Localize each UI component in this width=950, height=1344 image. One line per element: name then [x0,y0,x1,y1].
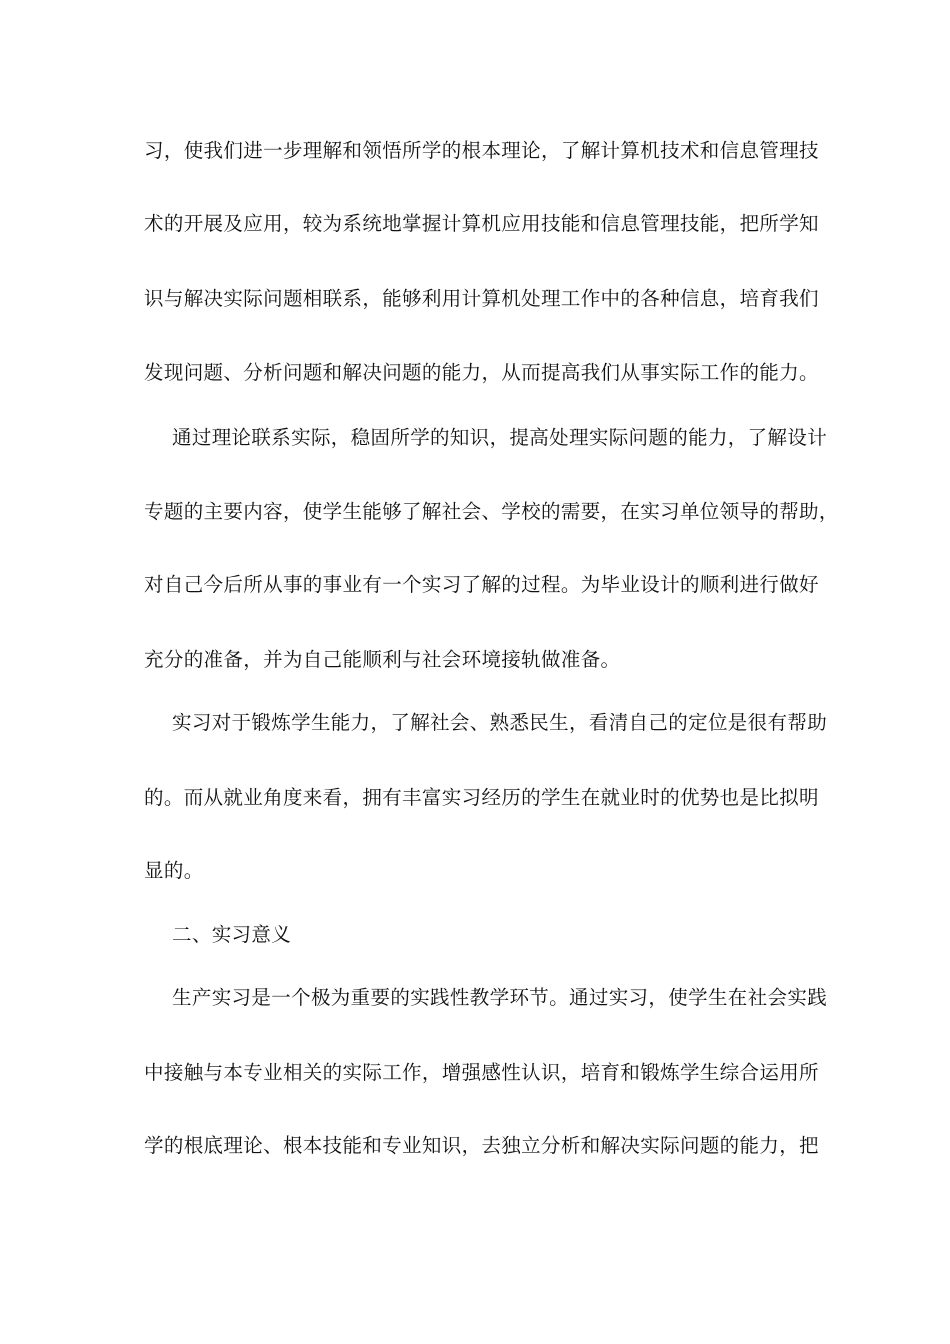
paragraph-line: 学的根底理论、根本技能和专业知识，去独立分析和解决实际问题的能力，把 [144,1134,819,1157]
paragraph-line: 通过理论联系实际，稳固所学的知识，提高处理实际问题的能力，了解设计 [172,426,828,449]
paragraph-line: 专题的主要内容，使学生能够了解社会、学校的需要，在实习单位领导的帮助， [144,500,839,523]
paragraph-line: 显的。 [144,859,204,882]
paragraph-line: 发现问题、分析问题和解决问题的能力，从而提高我们从事实际工作的能力。 [144,361,819,384]
section-heading: 二、实习意义 [172,923,292,946]
paragraph-line: 的。而从就业角度来看，拥有丰富实习经历的学生在就业时的优势也是比拟明 [144,786,819,809]
paragraph-line: 术的开展及应用，较为系统地掌握计算机应用技能和信息管理技能，把所学知 [144,212,819,235]
paragraph-line: 习，使我们进一步理解和领悟所学的根本理论，了解计算机技术和信息管理技 [144,139,819,162]
paragraph-line: 生产实习是一个极为重要的实践性教学环节。通过实习，使学生在社会实践 [172,986,828,1009]
paragraph-line: 识与解决实际问题相联系，能够利用计算机处理工作中的各种信息，培育我们 [144,287,819,310]
paragraph-line: 中接触与本专业相关的实际工作，增强感性认识，培育和锻炼学生综合运用所 [144,1061,819,1084]
paragraph-line: 充分的准备，并为自己能顺利与社会环境接轨做准备。 [144,648,621,671]
paragraph-line: 实习对于锻炼学生能力，了解社会、熟悉民生，看清自己的定位是很有帮助 [172,711,828,734]
paragraph-line: 对自己今后所从事的事业有一个实习了解的过程。为毕业设计的顺利进行做好 [144,573,819,596]
